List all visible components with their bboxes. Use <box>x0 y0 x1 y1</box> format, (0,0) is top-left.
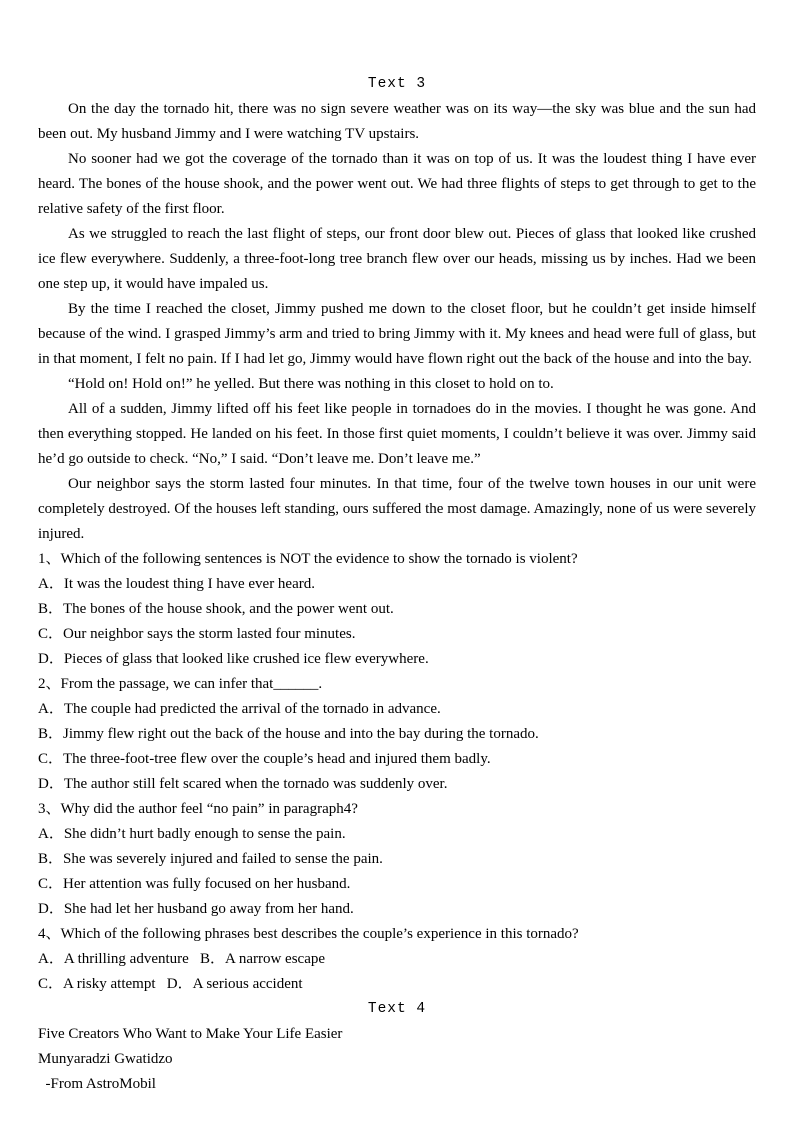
question-1-option-d: D．Pieces of glass that looked like crushed ice flew everywhere. <box>38 651 429 667</box>
text4-author-line: Munyaradzi Gwatidzo <box>38 1051 173 1067</box>
question-3-option-b: B．She was severely injured and failed to sense the pain. <box>38 851 383 867</box>
paragraph-3: As we struggled to reach the last flight of steps, our front door blew out. Pieces of glass that looked like crushed ice flew everywhere. Suddenly, a three-foot-long tree branch flew over our heads, missing us by inches. Had we been one step up, it would have impaled us. <box>38 226 756 292</box>
question-3-option-d: D．She had let her husband go away from her hand. <box>38 901 354 917</box>
question-4-options-cd: C．A risky attempt D．A serious accident <box>38 976 303 992</box>
question-2-option-b: B．Jimmy flew right out the back of the house and into the bay during the tornado. <box>38 726 539 742</box>
question-3-option-c: C．Her attention was fully focused on her husband. <box>38 876 351 892</box>
question-2-stem: 2、From the passage, we can infer that______. <box>38 676 323 692</box>
question-2-option-c: C．The three-foot-tree flew over the couple’s head and injured them badly. <box>38 751 491 767</box>
question-1-option-c: C．Our neighbor says the storm lasted four minutes. <box>38 626 356 642</box>
paragraph-6: All of a sudden, Jimmy lifted off his feet like people in tornadoes do in the movies. I thought he was gone. And then everything stopped. He landed on his feet. In those first quiet moments, I couldn’t believe it was over. Jimmy said he’d go outside to check. “No,” I said. “Don’t leave me. Don’t leave me.” <box>38 401 756 467</box>
paragraph-4: By the time I reached the closet, Jimmy pushed me down to the closet floor, but he couldn’t get inside himself because of the wind. I grasped Jimmy’s arm and tried to bring Jimmy with it. My knees and head were full of glass, but in that moment, I felt no pain. If I had let go, Jimmy would have flown right out the back of the house and into the bay. <box>38 301 756 367</box>
question-2-option-a: A．The couple had predicted the arrival of the tornado in advance. <box>38 701 441 717</box>
question-3 <box>38 797 756 922</box>
question-4-stem: 4、Which of the following phrases best describes the couple’s experience in this tornado? <box>38 926 579 942</box>
text4-title-line: Five Creators Who Want to Make Your Life Easier <box>38 1026 343 1042</box>
section-heading-text3: Text 3 <box>367 76 427 92</box>
question-4-options-ab: A．A thrilling adventure B．A narrow escape <box>38 951 326 967</box>
text4-source-line: -From AstroMobil <box>38 1076 156 1092</box>
question-3-option-a: A．She didn’t hurt badly enough to sense the pain. <box>38 826 346 842</box>
question-2 <box>38 672 756 797</box>
section-heading-text4: Text 4 <box>367 1001 427 1017</box>
paragraph-1: On the day the tornado hit, there was no sign severe weather was on its way—the sky was blue and the sun had been out. My husband Jimmy and I were watching TV upstairs. <box>38 101 756 142</box>
question-3-stem: 3、Why did the author feel “no pain” in paragraph4? <box>38 801 358 817</box>
question-1-option-b: B．The bones of the house shook, and the power went out. <box>38 601 394 617</box>
question-1-option-a: A．It was the loudest thing I have ever heard. <box>38 576 315 592</box>
question-1 <box>38 547 756 672</box>
question-1-stem: 1、Which of the following sentences is NOT the evidence to show the tornado is violent? <box>38 551 578 567</box>
question-4 <box>38 922 756 997</box>
paragraph-5: “Hold on! Hold on!” he yelled. But there was nothing in this closet to hold on to. <box>68 376 554 392</box>
paragraph-2: No sooner had we got the coverage of the tornado than it was on top of us. It was the loudest thing I have ever heard. The bones of the house shook, and the power went out. We had three flights of steps to get through to get to the relative safety of the first floor. <box>38 151 756 217</box>
paragraph-7: Our neighbor says the storm lasted four minutes. In that time, four of the twelve town houses in our unit were completely destroyed. Of the houses left standing, ours suffered the most damage. Amazingly, none of us were severely injured. <box>38 476 756 542</box>
question-2-option-d: D．The author still felt scared when the tornado was suddenly over. <box>38 776 448 792</box>
